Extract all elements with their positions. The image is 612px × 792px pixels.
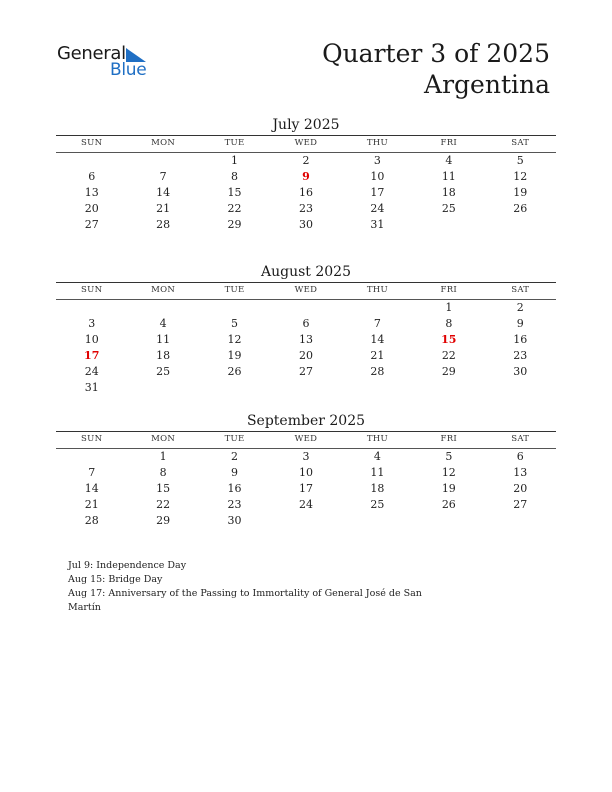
holiday-note: Aug 17: Anniversary of the Passing to Immortality of General José de San Martín (68, 588, 422, 613)
day-cell: 28 (84, 514, 99, 527)
month-title: August 2025 (261, 264, 351, 280)
weekday-header: TUE (199, 283, 270, 300)
day-cell: 2 (231, 450, 239, 463)
day-cell-holiday: 15 (441, 333, 457, 346)
weekday-header: THU (342, 432, 413, 449)
day-cell: 22 (227, 202, 242, 215)
day-cell: 30 (298, 218, 313, 231)
month-july (56, 115, 556, 233)
day-cell: 6 (302, 317, 310, 330)
day-cell: 1 (445, 301, 453, 314)
day-cell: 10 (298, 466, 313, 479)
weekday-header: THU (342, 136, 413, 153)
weekday-header: WED (270, 136, 341, 153)
day-cell: 28 (370, 365, 385, 378)
day-cell: 21 (370, 349, 385, 362)
day-cell-empty (199, 300, 270, 316)
day-cell: 7 (373, 317, 381, 330)
day-cell: 6 (516, 450, 524, 463)
holiday-note: Aug 15: Bridge Day (68, 574, 163, 585)
day-cell: 12 (227, 333, 242, 346)
calendar-grid (56, 136, 556, 233)
day-cell: 20 (513, 482, 528, 495)
day-cell: 28 (156, 218, 171, 231)
day-cell: 8 (445, 317, 453, 330)
day-cell: 23 (227, 498, 242, 511)
weekday-header: WED (270, 432, 341, 449)
weekday-header: FRI (413, 283, 484, 300)
month-august (56, 262, 556, 396)
weekday-header: FRI (413, 136, 484, 153)
day-cell: 26 (513, 202, 528, 215)
day-cell: 18 (156, 349, 171, 362)
day-cell: 3 (373, 154, 381, 167)
day-cell: 30 (227, 514, 242, 527)
day-cell: 23 (298, 202, 313, 215)
day-cell: 30 (513, 365, 528, 378)
day-cell: 26 (441, 498, 456, 511)
logo-text-blue: Blue (110, 60, 147, 80)
day-cell: 19 (513, 186, 528, 199)
day-cell-empty (127, 300, 198, 316)
weekday-header: FRI (413, 432, 484, 449)
day-cell: 25 (370, 498, 385, 511)
day-cell-empty (342, 300, 413, 316)
month-september (56, 411, 556, 529)
day-cell: 21 (156, 202, 171, 215)
weekday-header: SAT (485, 432, 556, 449)
weekday-header: TUE (199, 136, 270, 153)
day-cell: 11 (370, 466, 385, 479)
day-cell: 7 (88, 466, 96, 479)
day-cell: 5 (516, 154, 524, 167)
weekday-header: TUE (199, 432, 270, 449)
day-cell: 26 (227, 365, 242, 378)
day-cell: 19 (227, 349, 242, 362)
day-cell: 6 (88, 170, 96, 183)
day-cell: 17 (370, 186, 385, 199)
day-cell: 11 (441, 170, 456, 183)
day-cell-holiday: 17 (84, 349, 100, 362)
day-cell: 31 (370, 218, 385, 231)
day-cell: 18 (370, 482, 385, 495)
month-title: July 2025 (272, 117, 340, 133)
calendar-grid (56, 432, 556, 529)
day-cell: 17 (298, 482, 313, 495)
day-cell: 11 (156, 333, 171, 346)
day-cell: 27 (84, 218, 99, 231)
day-cell: 3 (88, 317, 96, 330)
day-cell-empty (56, 153, 127, 169)
day-cell: 25 (156, 365, 171, 378)
day-cell: 20 (84, 202, 99, 215)
weekday-header: SUN (56, 432, 127, 449)
day-cell: 14 (84, 482, 99, 495)
day-cell: 4 (373, 450, 381, 463)
weekday-header: SUN (56, 283, 127, 300)
page-title (322, 38, 550, 100)
weekday-header: SAT (485, 136, 556, 153)
day-cell: 27 (513, 498, 528, 511)
logo-text-general: General (57, 43, 126, 64)
day-cell: 29 (156, 514, 171, 527)
day-cell-holiday: 9 (302, 170, 310, 183)
calendar-grid (56, 283, 556, 396)
day-cell: 1 (231, 154, 239, 167)
day-cell: 21 (84, 498, 99, 511)
day-cell: 27 (298, 365, 313, 378)
day-cell: 10 (84, 333, 99, 346)
day-cell: 18 (441, 186, 456, 199)
weekday-header: SAT (485, 283, 556, 300)
day-cell: 14 (370, 333, 385, 346)
weekday-header: SUN (56, 136, 127, 153)
day-cell: 16 (298, 186, 313, 199)
day-cell: 9 (231, 466, 239, 479)
day-cell: 22 (156, 498, 171, 511)
day-cell: 7 (159, 170, 167, 183)
day-cell: 29 (441, 365, 456, 378)
day-cell: 8 (159, 466, 167, 479)
day-cell: 24 (298, 498, 313, 511)
day-cell: 9 (516, 317, 524, 330)
day-cell-empty (56, 300, 127, 316)
day-cell: 15 (156, 482, 171, 495)
day-cell: 1 (159, 450, 167, 463)
day-cell: 12 (513, 170, 528, 183)
day-cell: 13 (513, 466, 528, 479)
day-cell: 5 (445, 450, 453, 463)
day-cell: 12 (441, 466, 456, 479)
day-cell: 29 (227, 218, 242, 231)
weekday-header: THU (342, 283, 413, 300)
weekday-header: MON (127, 136, 198, 153)
day-cell: 4 (445, 154, 453, 167)
day-cell: 14 (156, 186, 171, 199)
day-cell: 22 (441, 349, 456, 362)
day-cell: 31 (84, 381, 99, 394)
day-cell: 4 (159, 317, 167, 330)
day-cell: 24 (370, 202, 385, 215)
day-cell: 20 (298, 349, 313, 362)
title-country: Argentina (424, 70, 550, 99)
weekday-header: MON (127, 432, 198, 449)
holiday-note: Jul 9: Independence Day (68, 560, 187, 571)
day-cell: 2 (516, 301, 524, 314)
day-cell: 15 (227, 186, 242, 199)
day-cell-empty (56, 449, 127, 465)
day-cell: 16 (227, 482, 242, 495)
weekday-header: WED (270, 283, 341, 300)
day-cell: 5 (231, 317, 239, 330)
day-cell: 8 (231, 170, 239, 183)
day-cell: 13 (298, 333, 313, 346)
day-cell-empty (270, 300, 341, 316)
day-cell: 19 (441, 482, 456, 495)
day-cell: 23 (513, 349, 528, 362)
day-cell: 10 (370, 170, 385, 183)
generalblue-logo (57, 43, 167, 83)
day-cell: 24 (84, 365, 99, 378)
day-cell-empty (127, 153, 198, 169)
month-title: September 2025 (246, 413, 366, 429)
day-cell: 25 (441, 202, 456, 215)
holiday-notes (68, 559, 428, 615)
day-cell: 3 (302, 450, 310, 463)
title-quarter: Quarter 3 of 2025 (322, 39, 550, 68)
weekday-header: MON (127, 283, 198, 300)
day-cell: 13 (84, 186, 99, 199)
day-cell: 2 (302, 154, 310, 167)
day-cell: 16 (513, 333, 528, 346)
